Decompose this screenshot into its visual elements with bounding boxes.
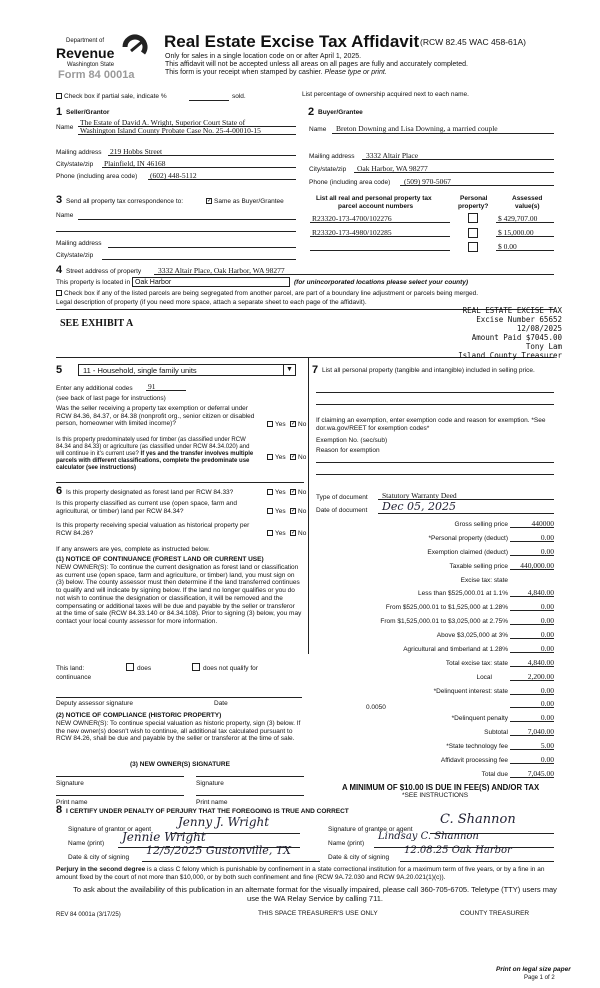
certify-statement: I CERTIFY UNDER PENALTY OF PERJURY THAT THE FOREGOING IS TRUE AND CORRECT [66, 808, 349, 815]
buyer-city-label: City/state/zip [309, 166, 347, 173]
tax-label-excise: Excise tax: state [460, 577, 508, 584]
correspondence-label: Send all property tax correspondence to: [66, 198, 184, 205]
minimum-due-note: A MINIMUM OF $10.00 IS DUE IN FEE(S) AND/OR TAX [342, 783, 540, 792]
notice-continuance-title: (1) NOTICE OF CONTINUANCE (FOREST LAND OR CURRENT USE) [56, 556, 264, 563]
grantor-date-city: 12/5/2025 Gustonville, TX [146, 844, 291, 857]
sold-label: sold. [232, 93, 246, 100]
tax-value-exemption: 0.00 [540, 547, 554, 556]
tax-label-affidavit: Affidavit processing fee [440, 757, 508, 764]
tax-value-affidavit: 0.00 [540, 755, 554, 764]
tax-label-t3: From $1,525,000.01 to $3,025,000 at 2.75% [380, 618, 508, 625]
land-use-select[interactable] [78, 364, 296, 376]
tax-value-taxable: 440,000.00 [520, 561, 554, 570]
does-not-qualify-checkbox[interactable] [192, 663, 200, 671]
accessibility-note: To ask about the availability of this publication in an alternate format for the visually impaired, please call 360-705-6705. Teletype (TTY) users may use the WA Relay Service by calling 711. [73, 885, 557, 903]
tax-label-t2: From $525,000.01 to $1,525,000 at 1.28% [385, 604, 508, 611]
q6-3-no-checkbox[interactable]: ✓ [291, 530, 297, 536]
q2-yes-checkbox[interactable] [267, 454, 273, 460]
buyer-mailing: 3332 Altair Place [366, 151, 419, 160]
parcel-personal-checkbox-3[interactable] [468, 242, 478, 252]
stamp-line-1: REAL ESTATE EXCISE TAX [462, 306, 562, 315]
parcel-col-header-1a: List all real and personal property tax [316, 195, 432, 202]
stamp-line-4: Amount Paid $7045.00 [471, 333, 562, 342]
header-note-3: This form is your receipt when stamped by cashier. Please type or print. [165, 69, 387, 76]
page-number: Page 1 of 2 [524, 975, 555, 981]
seller-phone: (602) 448-5112 [150, 171, 197, 180]
q6-2-yes-checkbox[interactable] [267, 508, 273, 514]
section-2-number: 2 [308, 106, 315, 118]
q1-yes-label: Yes [275, 421, 286, 428]
street-label: Street address of property [66, 268, 142, 275]
additional-codes: 91 [148, 382, 156, 391]
same-as-buyer-label: Same as Buyer/Grantee [214, 198, 284, 205]
tax-value-local2: 0.00 [540, 699, 554, 708]
exemption-instructions: If claiming an exemption, enter exemption code and reason for exemption. *See dor.wa.gov/REET for exemption codes* [316, 417, 546, 432]
location-selected-value: Oak Harbor [135, 279, 172, 286]
section-7-number: 7 [312, 364, 319, 376]
tax-label-delinq-pen: *Delinquent penalty [451, 715, 508, 722]
q6-2-no-checkbox[interactable]: ✓ [291, 508, 297, 514]
q2-no-checkbox[interactable]: ✓ [291, 454, 297, 460]
correspondence-name-label: Name [56, 212, 74, 219]
treasurer-use-label: THIS SPACE TREASURER'S USE ONLY [258, 910, 378, 917]
state-label: Washington State [67, 62, 115, 68]
legal-size-note: Print on legal size paper [496, 966, 571, 973]
forest-question: Is this property designated as forest land per RCW 84.33? [66, 489, 234, 496]
tax-label-tech: *State technology fee [446, 743, 508, 750]
does-label: does [137, 665, 152, 672]
buyer-name-label: Name [309, 126, 327, 133]
q1-yes-checkbox[interactable] [267, 421, 273, 427]
buyer-heading: Buyer/Grantee [318, 109, 363, 116]
parcel-col-header-3b: value(s) [515, 203, 540, 210]
section-5-number: 5 [56, 364, 63, 376]
correspondence-city-label: City/state/zip [56, 252, 94, 259]
buyer-name: Breton Downing and Lisa Downing, a married couple [336, 124, 498, 133]
owner-print-label-1: Print name [56, 799, 88, 806]
form-title: Real Estate Excise Tax Affidavit [164, 32, 420, 51]
owner-print-label-2: Print name [196, 799, 228, 806]
owner-signature-label-1: Signature [56, 780, 84, 787]
q1-no-label: No [298, 421, 307, 428]
form-number: Form 84 0001a [58, 69, 135, 81]
document-date: Dec 05, 2025 [382, 500, 456, 513]
unincorporated-note: (for unincorporated locations please select your county) [294, 279, 469, 286]
partial-sale-checkbox[interactable] [56, 93, 62, 99]
location-select[interactable] [132, 277, 290, 287]
document-type-label: Type of document [316, 494, 368, 501]
buyer-city: Oak Harbor, WA 98277 [357, 164, 428, 173]
q6-1-yes-label: Yes [275, 489, 286, 496]
any-yes-note: If any answers are yes, complete as instructed below. [56, 546, 210, 553]
tax-value-total-state: 4,840.00 [527, 658, 554, 667]
q2-no-label: No [298, 454, 307, 461]
see-back-note: (see back of last page for instructions) [56, 395, 166, 402]
q1-no-checkbox[interactable]: ✓ [291, 421, 297, 427]
seller-name-line2: Washington Island County Probate Case No. 25-4-00010-15 [80, 126, 261, 135]
tax-value-t1: 4,840.00 [527, 588, 554, 597]
local-rate: 0.0050 [366, 704, 386, 711]
street-address: 3332 Altair Place, Oak Harbor, WA 98277 [158, 266, 285, 275]
deputy-signature-label: Deputy assessor signature [56, 700, 133, 707]
tax-value-gross: 440000 [531, 519, 554, 528]
deputy-date-label: Date [214, 700, 228, 707]
tax-label-total-state: Total excise tax: state [445, 660, 508, 667]
this-land-label: This land: [56, 665, 85, 672]
county-treasurer-label: COUNTY TREASURER [460, 910, 530, 917]
revenue-label: Revenue [56, 45, 115, 61]
section-1-number: 1 [56, 106, 63, 118]
seller-name-line1: The Estate of David A. Wright, Superior Court State of [80, 118, 246, 127]
q6-2-no-label: No [298, 508, 307, 515]
perjury-warning: Perjury in the second degree is a class C felony which is punishable by confinement in a state correctional institution for a maximum term of five years, or by a fine in an amount fixed by the court of not more than $10,000, or by both such confinement and fine (RCW 9A.72.030 and RCW 9A.20.021(1)(c)). [56, 866, 545, 881]
tax-label-total: Total due [481, 771, 508, 778]
segregated-label: Check box if any of the listed parcels are being segregated from another parcel, are part of a boundary line adjustment or parcels being merged. [64, 290, 479, 297]
seller-city-label: City/state/zip [56, 161, 94, 168]
tax-label-delinq-int: *Delinquent interest: state [433, 688, 508, 695]
revision-number: REV 84 0001a (3/17/25) [56, 912, 121, 918]
does-not-label: does not qualify for [203, 665, 258, 672]
treasurer-stamp [408, 306, 562, 360]
tax-label-t1: Less than $525,000.01 at 1.1% [418, 590, 508, 597]
personal-property-label: List all personal property (tangible and intangible) included in selling price. [322, 367, 535, 374]
legal-description: SEE EXHIBIT A [60, 318, 134, 329]
tax-label-t4: Above $3,025,000 at 3% [436, 632, 508, 639]
notice-continuance-body: NEW OWNER(S): To continue the current designation as forest land or classification as current use (open space, farm and agriculture, or timber) land, you must sign on (3) below. The county assessor must then determine if the land transferred continues to qualify and will indicate by signing below. If the land no longer qualifies or you do not wish to continue the designation or classification, it will be removed and the compensating or additional taxes will be due and payable by the seller or transferor at the time of sale (RCW 84.33.140 or 84.34.108). Prior to signing (3) below, you may contact your local county assessor for more information. [56, 564, 302, 625]
chevron-down-icon[interactable]: ▼ [283, 365, 295, 375]
land-use-selected-value: 11 - Household, single family units [83, 366, 197, 375]
timber-question: Is this property predominately used for timber (as classified under RCW 84.34 and 84.33) or agriculture (as classified under RCW 84.34.020) and will continue in it's current use? If yes and the transfer involves multiple parcels with different classifications, complete the predominate use calculator (see instructions) [56, 437, 254, 471]
exemption-question: Was the seller receiving a property tax exemption or deferral under RCW 84.36, 84.37, or 84.38 (nonprofit org., senior citizen or disabled person, homeowner with limited income)? [56, 405, 255, 427]
correspondence-mailing-label: Mailing address [56, 240, 102, 247]
tax-value-t4: 0.00 [540, 630, 554, 639]
parcel-personal-checkbox-2[interactable] [468, 228, 478, 238]
located-label: This property is located in [56, 279, 131, 286]
parcel-col-header-3a: Assessed [512, 195, 543, 202]
seller-mailing: 219 Hobbs Street [110, 147, 163, 156]
grantee-name: Lindsay C. Shannon [378, 831, 479, 842]
new-owner-signature-title: (3) NEW OWNER(S) SIGNATURE [130, 761, 230, 768]
tax-value-t3: 0.00 [540, 616, 554, 625]
parcel-number-1: R23320-173-4700/102276 [312, 214, 392, 223]
section-6-number: 6 [56, 485, 63, 497]
document-type: Statutory Warranty Deed [382, 491, 457, 500]
parcel-number-2: R23320-173-4980/102285 [312, 228, 392, 237]
exemption-number-label: Exemption No. (sec/sub) [316, 437, 388, 444]
tax-label-ag: Agricultural and timberland at 1.28% [403, 646, 508, 653]
tax-value-tech: 5.00 [540, 741, 554, 750]
grantee-signature-label: Signature of grantee or agent [328, 826, 413, 833]
grantee-name-label: Name (print) [328, 840, 365, 847]
tax-value-delinq-int: 0.00 [540, 686, 554, 695]
buyer-phone: (509) 970-5067 [404, 177, 451, 186]
see-instructions-note: *SEE INSTRUCTIONS [402, 792, 469, 799]
tax-value-local: 2,200.00 [527, 672, 554, 681]
parcel-value-3: $ 0.00 [498, 242, 517, 251]
tax-label-exemption: Exemption claimed (deduct) [427, 549, 508, 556]
continuance-label: continuance [56, 674, 92, 681]
seller-heading: Seller/Grantor [66, 109, 110, 116]
grantor-name: Jennie Wright [122, 830, 206, 844]
stamp-line-2: Excise Number 65652 [476, 315, 562, 324]
grantee-date-label: Date & city of signing [328, 854, 390, 861]
dept-label: Department of [66, 38, 105, 44]
segregated-checkbox[interactable] [56, 290, 62, 296]
stamp-line-5: Tony Lam [525, 342, 562, 351]
grantee-signature: C. Shannon [440, 812, 516, 827]
partial-sale-label: Check box if partial sale, indicate % [64, 93, 167, 100]
seller-mailing-label: Mailing address [56, 149, 102, 156]
grantor-signature-label: Signature of grantor or agent [68, 826, 152, 833]
parcel-col-header-2a: Personal [460, 195, 488, 202]
parcel-col-header-1b: parcel account numbers [338, 203, 414, 210]
section-4-number: 4 [56, 264, 63, 276]
tax-value-personal: 0.00 [540, 533, 554, 542]
q6-1-no-label: No [298, 489, 307, 496]
buyer-phone-label: Phone (including area code) [309, 179, 391, 186]
grantor-signature: Jenny J. Wright [178, 815, 270, 829]
q6-3-yes-label: Yes [275, 530, 286, 537]
legal-description-label: Legal description of property (if you need more space, attach a separate sheet to each page of the affidavit). [56, 299, 367, 306]
section-8-number: 8 [56, 804, 63, 816]
tax-label-subtotal: Subtotal [484, 729, 508, 736]
tax-label-personal: *Personal property (deduct) [428, 535, 508, 542]
partial-percent-line[interactable] [189, 100, 229, 101]
tax-value-subtotal: 7,040.00 [527, 727, 554, 736]
percent-list-label: List percentage of ownership acquired next to each name. [302, 91, 469, 98]
q6-3-yes-checkbox[interactable] [267, 530, 273, 536]
current-use-question: Is this property classified as current use (open space, farm and agricultural, or timber) land per RCW 84.34? [56, 500, 238, 515]
rcw-reference: (RCW 82.45 WAC 458-61A) [420, 37, 526, 47]
tax-label-taxable: Taxable selling price [449, 563, 508, 570]
q6-1-yes-checkbox[interactable] [267, 489, 273, 495]
notice-compliance-title: (2) NOTICE OF COMPLIANCE (HISTORIC PROPERTY) [56, 712, 222, 719]
header-note-1: Only for sales in a single location code on or after April 1, 2025. [165, 53, 362, 60]
same-as-buyer-checkbox[interactable]: ✓ [207, 198, 213, 204]
section-3-number: 3 [56, 194, 63, 206]
seller-name-label: Name [56, 124, 74, 131]
q6-2-yes-label: Yes [275, 508, 286, 515]
exemption-reason-label: Reason for exemption [316, 447, 380, 454]
historic-question: Is this property receiving special valuation as historical property per RCW 84.26? [56, 522, 250, 537]
parcel-col-header-2b: property? [458, 203, 489, 210]
seller-phone-label: Phone (including area code) [56, 173, 138, 180]
q6-1-no-checkbox[interactable]: ✓ [291, 489, 297, 495]
tax-value-total: 7,045.00 [527, 769, 554, 778]
grantee-date-city: 12.08.25 Oak Harbor [404, 845, 512, 856]
parcel-personal-checkbox-1[interactable] [468, 213, 478, 223]
document-date-label: Date of document [316, 507, 368, 514]
tax-value-t2: 0.00 [540, 602, 554, 611]
tax-label-local: Local [476, 674, 492, 681]
tax-value-ag: 0.00 [540, 644, 554, 653]
q6-3-no-label: No [298, 530, 307, 537]
notice-compliance-body: NEW OWNER(S): To continue special valuation as historic property, sign (3) below. If the new owner(s) doesn't wish to continue, all additional tax calculated pursuant to RCW 84.26, shall be due and payable by the seller or transferor at the time of sale. [56, 720, 301, 743]
seller-city: Plainfield, IN 46168 [104, 159, 166, 168]
buyer-mailing-label: Mailing address [309, 153, 355, 160]
tax-value-delinq-pen: 0.00 [540, 713, 554, 722]
grantor-name-label: Name (print) [68, 840, 105, 847]
parcel-value-2: $ 15,000.00 [498, 228, 534, 237]
additional-codes-label: Enter any additional codes [56, 385, 133, 392]
stamp-line-3: 12/08/2025 [516, 324, 562, 333]
header-note-2: This affidavit will not be accepted unless all areas on all pages are fully and accurately completed. [165, 61, 468, 68]
parcel-value-1: $ 429,707.00 [498, 214, 538, 223]
owner-signature-label-2: Signature [196, 780, 224, 787]
revenue-logo-icon [121, 34, 149, 60]
tax-label-gross: Gross selling price [454, 521, 508, 528]
stamp-line-6: Island County Treasurer [458, 351, 562, 360]
q2-yes-label: Yes [275, 454, 286, 461]
grantor-date-label: Date & city of signing [68, 854, 130, 861]
does-qualify-checkbox[interactable] [126, 663, 134, 671]
